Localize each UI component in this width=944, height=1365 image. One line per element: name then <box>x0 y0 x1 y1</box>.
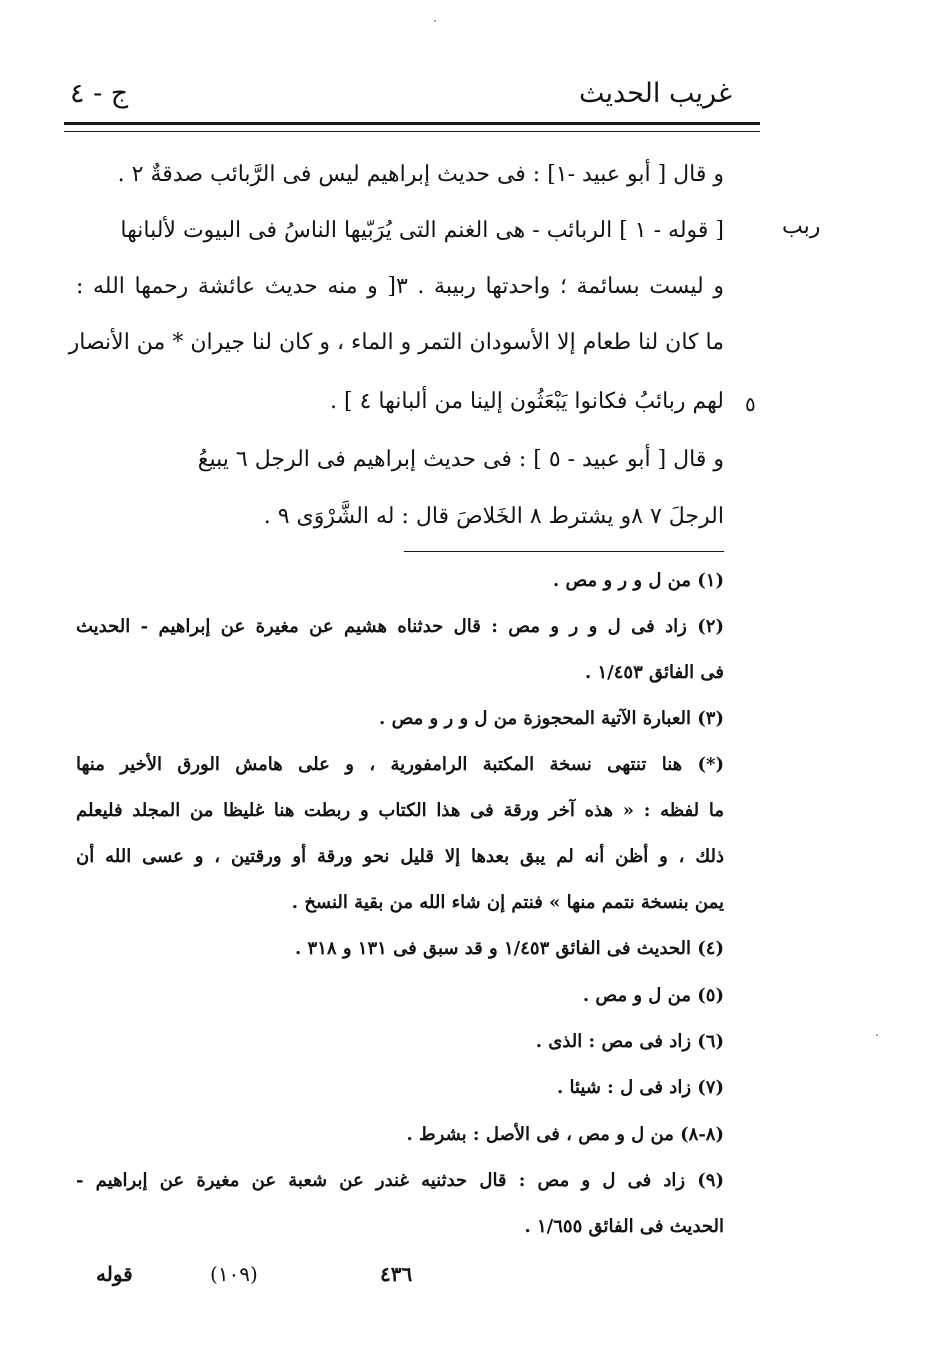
margin-root-word: ربب <box>782 214 821 239</box>
footnote-separator <box>404 551 724 552</box>
line-number-marker: ٥ <box>745 392 756 416</box>
main-text-line: ما كان لنا طعام إلا الأسودان التمر و الماء ، و كان لنا جيران * من الأنصار <box>68 330 724 355</box>
footnote-line: (٩) زاد فى ل و مص : قال حدثنيه غندر عن شعبة عن مغيرة عن إبراهيم - <box>76 1170 724 1191</box>
scan-speck <box>434 20 436 22</box>
catchword: قوله <box>96 1262 133 1286</box>
main-text-line: و قال [ أبو عبيد -١] : فى حديث إبراهيم ليس فى الرَّبائب صدقةٌ ٢ . <box>117 162 724 187</box>
main-text-line: و قال [ أبو عبيد - ٥ ] : فى حديث إبراهيم فى الرجل ٦ يبيعُ <box>197 447 724 472</box>
main-text-line: لهم ربائبُ فكانوا يَبْعَثُون إلينا من ألبانها ٤ ] . <box>330 389 724 414</box>
footnote-line: فى الفائق ١/٤٥٣ . <box>584 662 724 683</box>
footnote-line: (٣) العبارة الآتية المحجوزة من ل و ر و مص . <box>379 708 724 729</box>
header-rule-thick <box>64 122 760 125</box>
footnote-line: ذلك ، و أظن أنه لم يبق بعدها إلا قليل نحو ورقة أو ورقتين ، و عسى الله أن <box>76 846 724 867</box>
footnote-line: يمن بنسخة نتمم منها » فنتم إن شاء الله من بقية النسخ . <box>291 892 724 913</box>
footnote-line: (٥) من ل و مص . <box>582 985 724 1006</box>
footnote-line: (٢) زاد فى ل و ر و مص : قال حدثناه هشيم عن مغيرة عن إبراهيم - الحديث <box>76 616 724 637</box>
footnote-line: (٧) زاد فى ل : شيئا . <box>556 1077 724 1098</box>
main-text-line: الرجلَ ٧ ٨و يشترط ٨ الخَلاصَ قال : له الشَّرْوَى ٩ . <box>263 504 724 529</box>
scan-speck <box>876 1034 878 1036</box>
header-rule-thin <box>64 131 760 132</box>
section-number: (١٠٩) <box>210 1262 258 1286</box>
main-text-line: و ليست بسائمة ؛ واحدتها ربيبة . ٣[ و منه حديث عائشة رحمها الله : <box>76 274 724 299</box>
page-number: ٤٣٦ <box>380 1262 413 1286</box>
main-text-line: [ قوله - ١ ] الربائب - هى الغنم التى يُرَبّيها الناسُ فى البيوت لألبانها <box>120 218 724 243</box>
footnote-line: (٤) الحديث فى الفائق ١/٤٥٣ و قد سبق فى ١٣١ و ٣١٨ . <box>294 938 724 959</box>
footnote-line: (٨-٨) من ل و مص ، فى الأصل : بشرط . <box>406 1124 724 1145</box>
footnote-line: (*) هنا تنتهى نسخة المكتبة الرامفورية ، و على هامش الورق الأخير منها <box>76 754 724 775</box>
footnote-line: (٦) زاد فى مص : الذى . <box>535 1031 724 1052</box>
running-title: غريب الحديث <box>579 78 732 109</box>
volume-label: ج - ٤ <box>70 78 129 109</box>
footnote-line: (١) من ل و ر و مص . <box>552 570 724 591</box>
footnote-line: الحديث فى الفائق ١/٦٥٥ . <box>524 1216 724 1237</box>
footnote-line: ما لفظه : « هذه آخر ورقة فى هذا الكتاب و ربطت هنا غليظا من المجلد فليعلم <box>76 800 724 821</box>
